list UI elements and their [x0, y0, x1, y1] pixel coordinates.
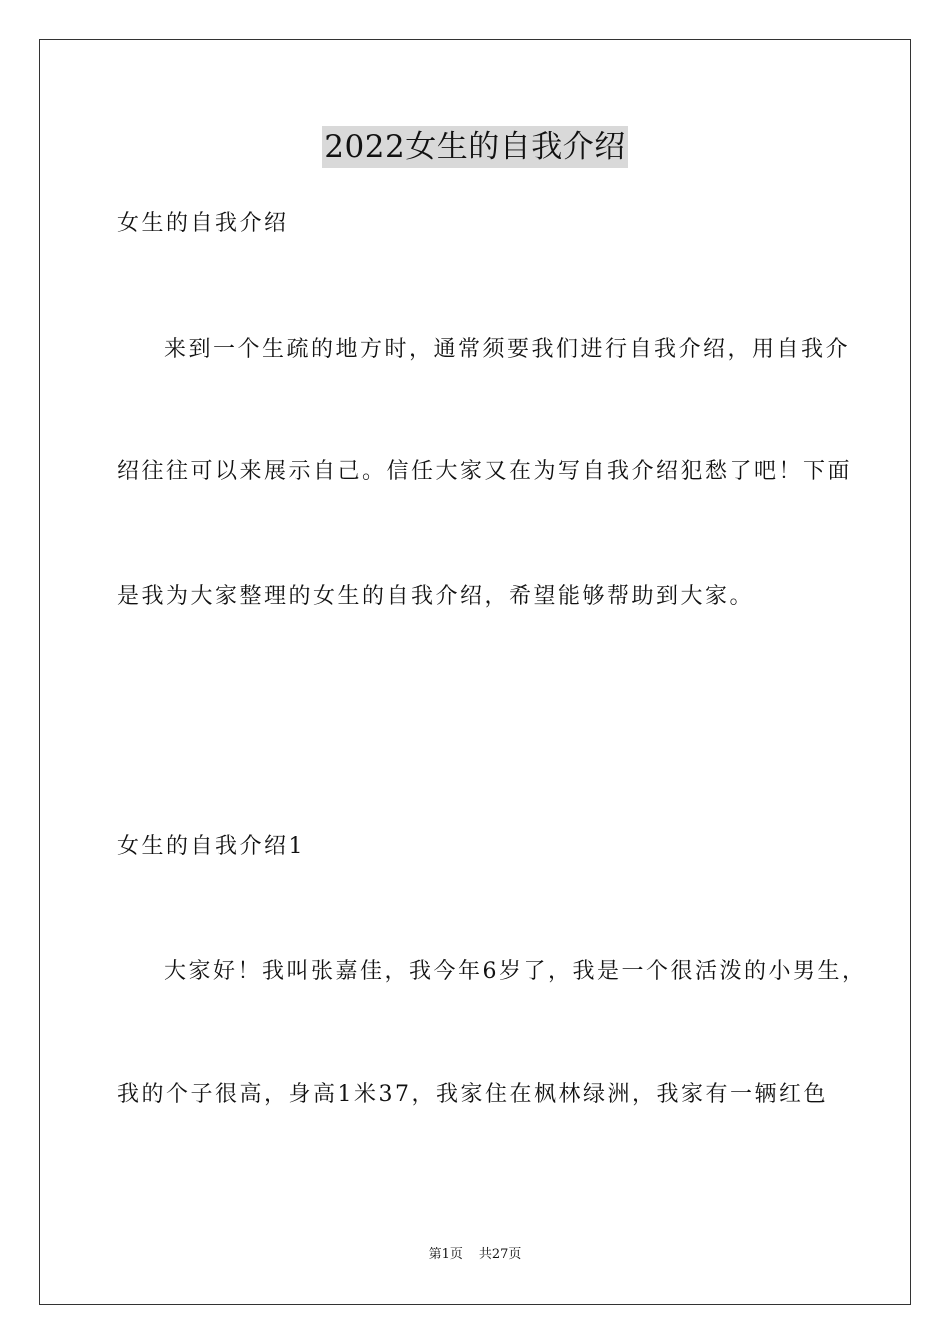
page-total: 共27页	[478, 1247, 522, 1262]
paragraph-line: 来到一个生疏的地方时，通常须要我们进行自我介绍，用自我介	[164, 337, 851, 362]
paragraph-line: 我的个子很高，身高1米37，我家住在枫林绿洲，我家有一辆红色	[117, 1082, 828, 1107]
paragraph-line: 大家好！我叫张嘉佳，我今年6岁了，我是一个很活泼的小男生，	[164, 959, 867, 984]
section-heading: 女生的自我介绍	[117, 211, 289, 236]
title-container	[0, 126, 950, 168]
paragraph-line: 绍往往可以来展示自己。信任大家又在为写自我介绍犯愁了吧！下面	[117, 459, 853, 484]
paragraph-line: 是我为大家整理的女生的自我介绍，希望能够帮助到大家。	[117, 584, 755, 609]
section-heading: 女生的自我介绍1	[117, 834, 305, 859]
page-number: 第1页	[428, 1247, 463, 1262]
page-footer	[0, 1246, 950, 1264]
document-title: 2022女生的自我介绍	[322, 126, 627, 168]
